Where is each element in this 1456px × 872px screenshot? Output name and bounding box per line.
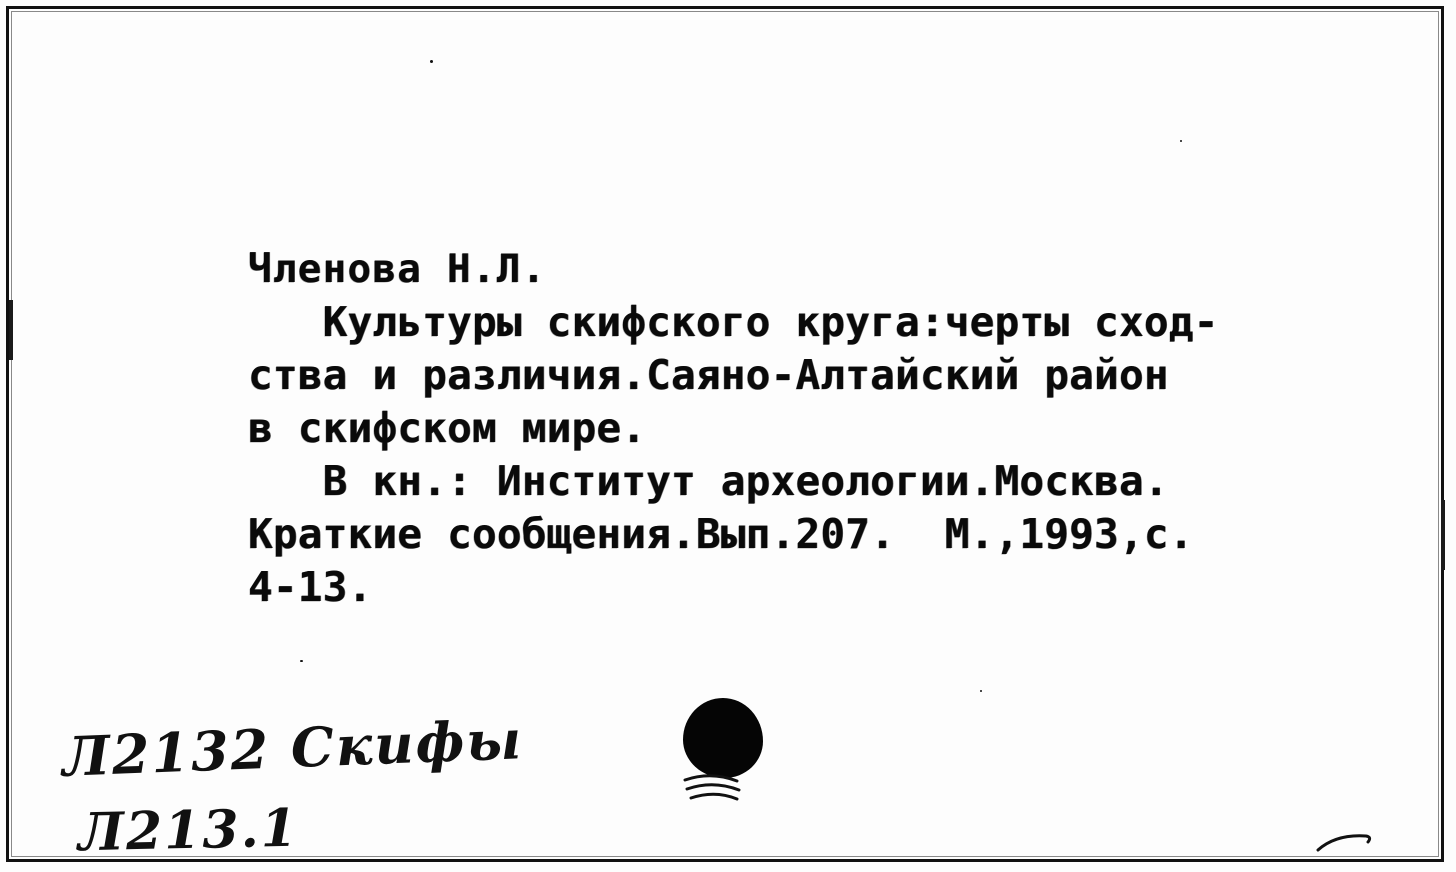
record-title-line-2: ства и различия.Саяно-Алтайский район <box>248 351 1169 399</box>
ink-blot-icon <box>683 698 763 786</box>
record-title-line-1: Культуры скифского круга:черты сход- <box>248 298 1219 346</box>
scan-edge-noise <box>9 300 13 360</box>
typed-bibliographic-record <box>248 243 1408 614</box>
scan-speck <box>980 690 982 692</box>
record-source-line-1: В кн.: Институт археологии.Москва. <box>248 457 1169 505</box>
record-author: Членова Н.Л. <box>248 247 547 292</box>
scan-speck <box>300 660 303 662</box>
scan-speck <box>430 60 433 63</box>
handwritten-shelfmark-line-2: Л213.1 <box>77 797 300 864</box>
corner-pen-mark-icon <box>1316 832 1376 854</box>
scan-speck <box>1180 140 1182 142</box>
record-source-line-2: Краткие сообщения.Вып.207. М.,1993,с. <box>248 510 1194 558</box>
record-title-line-3: в скифском мире. <box>248 404 647 452</box>
record-pages: 4-13. <box>248 563 373 611</box>
scan-edge-noise <box>1441 500 1445 570</box>
ink-blot-dot <box>683 698 763 778</box>
handwritten-shelfmark-line-1: Л2132 Скифы <box>60 707 525 789</box>
